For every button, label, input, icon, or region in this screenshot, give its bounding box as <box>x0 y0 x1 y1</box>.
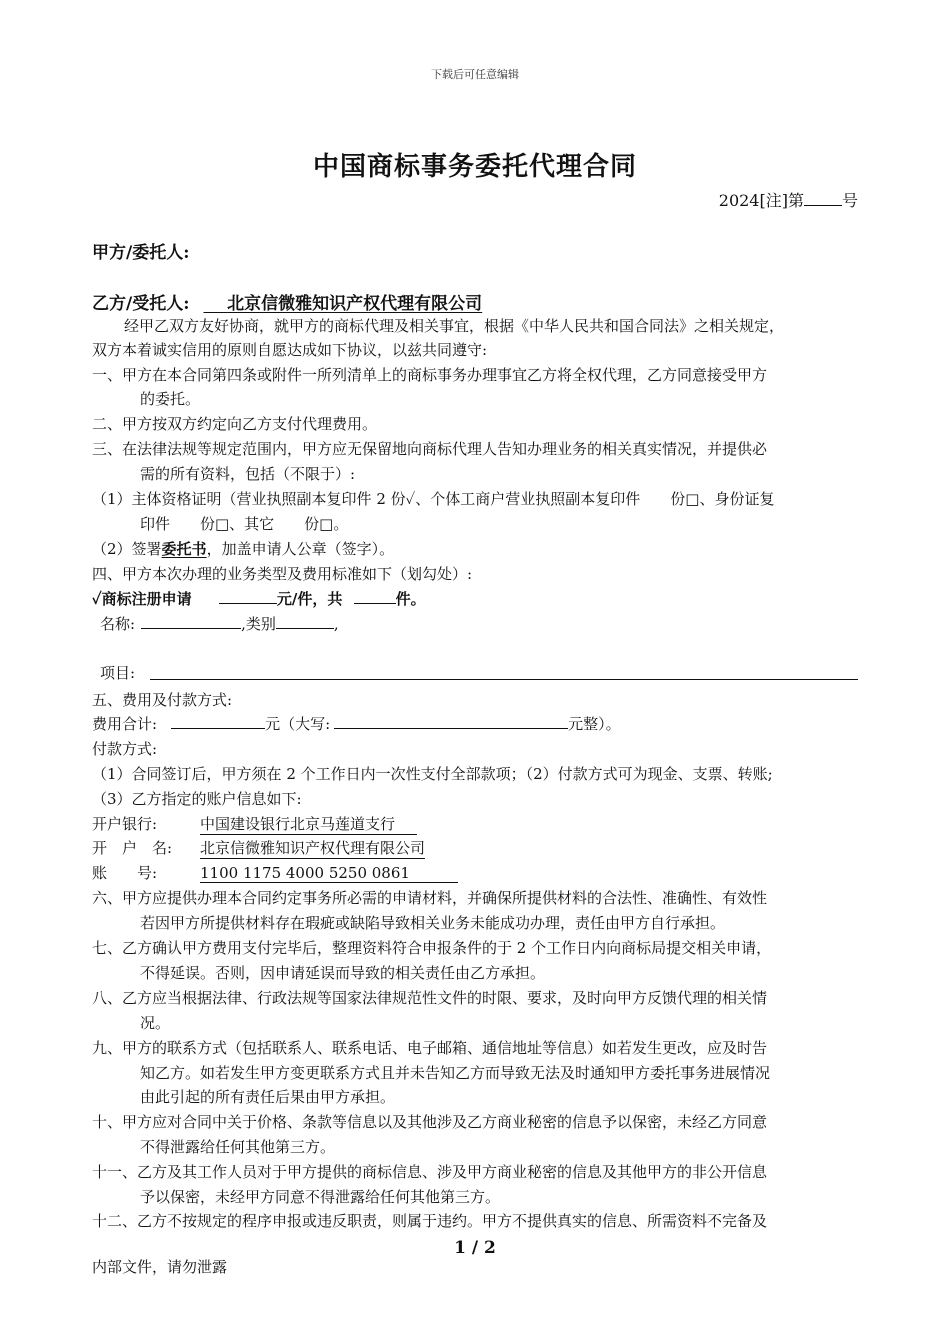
clause-10-line-1: 十、甲方应对合同中关于价格、条款等信息以及其他涉及乙方商业秘密的信息予以保密，未经乙方同意 <box>92 1113 768 1131</box>
party-b-name <box>203 294 482 314</box>
clause-11-line-2: 予以保密，未经甲方同意不得泄露给任何其他第三方。 <box>140 1188 501 1206</box>
doc-number-prefix: 2024[注]第 <box>718 191 804 210</box>
clause-5: 五、费用及付款方式: <box>92 691 233 709</box>
payment-label: 付款方式: <box>92 740 158 758</box>
clause-6-line-1: 六、甲方应提供办理本合同约定事务所必需的申请材料，并确保所提供材料的合法性、准确性、有效性 <box>92 889 768 907</box>
payment-line-1: （1）合同签订后，甲方须在 2 个工作日内一次性支付全部款项；（2）付款方式可为现金、支票、转账; <box>92 765 773 783</box>
name-blank[interactable] <box>141 613 241 629</box>
item-1-line-2: 印件 份□、其它 份□。 <box>140 515 349 533</box>
account-number-row <box>92 862 458 883</box>
fee-capital-blank[interactable] <box>334 713 568 729</box>
clause-8-line-1: 八、乙方应当根据法律、行政法规等国家法律规范性文件的时限、要求，及时向甲方反馈代理的相关情 <box>92 989 768 1007</box>
document-number <box>719 188 858 211</box>
clause-4: 四、甲方本次办理的业务类型及费用标准如下（划勾处）: <box>92 565 473 583</box>
bank-label: 开户银行: <box>92 815 158 833</box>
category-blank[interactable] <box>276 613 334 629</box>
reg-unit: 元/件，共 <box>276 590 343 608</box>
clause-7-line-1: 七、乙方确认甲方费用支付完毕后，整理资料符合申报条件的于 2 个工作日内向商标局提交相关申请， <box>92 939 772 957</box>
clause-2: 二、甲方按双方约定向乙方支付代理费用。 <box>92 415 378 433</box>
page-number: 1 / 2 <box>454 1238 496 1258</box>
fee-total-line <box>92 713 621 734</box>
fee-unit: 元（大写: <box>265 715 331 733</box>
intro-line-2: 双方本着诚实信用的原则自愿达成如下协议，以兹共同遵守: <box>92 341 488 359</box>
clause-7-line-2: 不得延误。否则，因申请延误而导致的相关责任由乙方承担。 <box>140 964 546 982</box>
doc-number-suffix: 号 <box>841 191 858 210</box>
fee-total-label: 费用合计: <box>92 715 158 733</box>
clause-1-line-2: 的委托。 <box>140 390 201 408</box>
clause-6-line-2: 若因甲方所提供材料存在瑕疵或缺陷导致相关业务未能成功办理，责任由甲方自行承担。 <box>140 914 726 932</box>
clause-9-line-3: 由此引起的所有责任后果由甲方承担。 <box>140 1088 396 1106</box>
clause-12-line-1: 十二、乙方不按规定的程序申报或违反职责，则属于违约。甲方不提供真实的信息、所需资料不完备及 <box>92 1212 768 1230</box>
reg-count-label: 件。 <box>395 590 426 608</box>
fee-end: 元整）。 <box>568 715 621 733</box>
bank-row <box>92 813 417 835</box>
project-blank[interactable] <box>150 679 858 680</box>
clause-8-line-2: 况。 <box>140 1014 171 1032</box>
project-label: 项目: <box>100 664 136 682</box>
clause-10-line-2: 不得泄露给任何其他第三方。 <box>140 1138 336 1156</box>
clause-3-line-1: 三、在法律法规等规定范围内，甲方应无保留地向商标代理人告知办理业务的相关真实情况，并提供必 <box>92 440 768 458</box>
clause-3-line-2: 需的所有资料，包括（不限于）: <box>140 465 356 483</box>
clause-11-line-1: 十一、乙方及其工作人员对于甲方提供的商标信息、涉及甲方商业秘密的信息及其他甲方的非公开信息 <box>92 1163 768 1181</box>
item-2-power-of-attorney: 委托书 <box>161 540 207 558</box>
account-name-label: 开 户 名: <box>92 839 173 857</box>
party-b-label: 乙方/受托人: <box>92 294 190 314</box>
trademark-registration-line <box>92 588 426 609</box>
bank-value: 中国建设银行北京马莲道支行 <box>200 813 417 835</box>
account-name-value: 北京信微雅知识产权代理有限公司 <box>200 839 426 857</box>
clause-9-line-1: 九、甲方的联系方式（包括联系人、联系电话、电子邮箱、通信地址等信息）如若发生更改，应及时告 <box>92 1039 768 1057</box>
item-2-prefix: （2）签署 <box>92 540 162 558</box>
payment-line-3: （3）乙方指定的账户信息如下: <box>92 790 302 808</box>
name-label: 名称: <box>100 615 136 633</box>
item-2 <box>92 538 394 559</box>
party-b <box>92 289 482 314</box>
reg-label: ✓商标注册申请 <box>92 590 192 608</box>
fee-amount-blank[interactable] <box>171 713 265 729</box>
account-number-value: 1100 1175 4000 5250 0861 <box>200 864 458 883</box>
item-2-suffix: ，加盖申请人公章（签字）。 <box>206 540 395 558</box>
clause-1-line-1: 一、甲方在本合同第四条或附件一所列清单上的商标事务办理事宜乙方将全权代理，乙方同意接受甲方 <box>92 366 768 384</box>
category-end: , <box>333 615 339 633</box>
category-label: ,类别 <box>241 615 276 633</box>
item-1-line-1: （1）主体资格证明（营业执照副本复印件 2 份✓、个体工商户营业执照副本复印件 份□、身份证复 <box>92 490 775 508</box>
reg-price-blank[interactable] <box>219 588 277 604</box>
name-category-line <box>100 613 339 634</box>
doc-number-blank[interactable] <box>804 191 842 206</box>
clause-9-line-2: 知乙方。如若发生甲方变更联系方式且并未告知乙方而导致无法及时通知甲方委托事务进展情况 <box>140 1064 771 1082</box>
party-a-label: 甲方/委托人: <box>92 243 190 263</box>
intro-line-1: 经甲乙双方友好协商，就甲方的商标代理及相关事宜，根据《中华人民共和国合同法》之相关规定， <box>124 317 785 335</box>
footer-note: 内部文件，请勿泄露 <box>92 1258 228 1276</box>
reg-count-blank[interactable] <box>354 588 396 604</box>
party-b-name-text: 北京信微雅知识产权代理有限公司 <box>227 294 483 314</box>
header-note: 下载后可任意编辑 <box>431 68 519 81</box>
account-number-label: 账 号: <box>92 864 158 882</box>
account-name-row <box>92 837 425 859</box>
contract-title: 中国商标事务委托代理合同 <box>312 152 637 182</box>
